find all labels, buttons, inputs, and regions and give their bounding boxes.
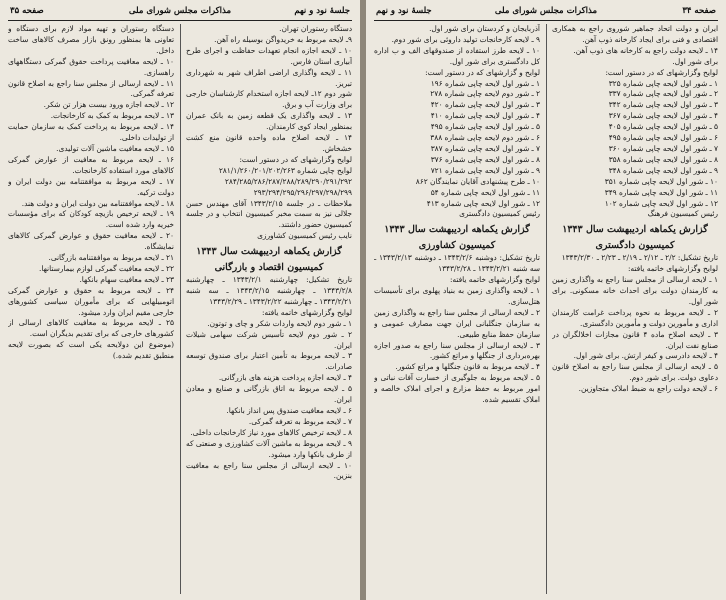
bill-list-item: لوایح چاپی شماره ۲۸۱/۱/۲۶۰/۲۰۱/۲۰۲/۲۶۳	[218, 165, 352, 175]
paragraph: رئیس کمیسیون فرهنگ	[647, 209, 718, 219]
paragraph: نایب رئیس کمیسیون کشاورزی	[257, 231, 352, 241]
paragraph: ۱۶ ـ لایحه مربوط به معافیت از عوارض گمرکی کالاهای مورد استفاده کارخانجات.	[8, 154, 174, 175]
running-header	[374, 4, 718, 21]
paragraph: ۴ ـ لایحه دادرسی و کیفر ارتش. برای شور اول.	[573, 351, 718, 361]
section-heading: کمیسیون کشاورزی	[418, 240, 496, 252]
section-heading: کمیسیون دادگستری	[595, 240, 675, 252]
page-number: صفحه ۳۵	[10, 6, 44, 16]
paragraph: تاریخ تشکیل: دوشنبه ۱۳۴۳/۲/۶ ـ دوشنبه ۱۳۴۳/۲/۱۳ ـ سه شنبه ۱۳۴۳/۲/۲۱ ـ ۱۳۴۳/۲/۲۸	[374, 253, 540, 274]
paragraph: ۲۰ ـ لایحه معافیت حقوق و عوارض گمرکی کالاهای نمایشگاه.	[8, 231, 174, 252]
section-heading: کمیسیون اقتصاد و بازرگانی	[214, 262, 324, 274]
bill-list-item: ۶ ـ شور دوم لایحه چاپی شماره ۳۸۸	[430, 133, 540, 143]
session-label: جلسهٔ نود و نهم	[376, 6, 432, 16]
bill-list-item: ۱۰ ـ طرح پیشنهادی آقایان نمایندگان ۸۶۲	[415, 176, 540, 186]
paragraph: ۱۵ ـ لایحه معافیت ماشین آلات تولیدی.	[56, 143, 174, 153]
paragraph: شور دوم ۱۲ـ لایحه اجازه استخدام کارشناسان خارجی برای وزارت آب و برق.	[186, 89, 352, 110]
bill-list-item: ۹ ـ شور اول لایحه چاپی شماره ۷۲۱	[430, 165, 540, 175]
session-label: جلسهٔ نود و نهم	[294, 6, 350, 16]
bill-list-item: ۸ ـ شور اول لایحه چاپی شماره ۳۵۸	[608, 154, 718, 164]
journal-title: مذاکرات مجلس شورای ملی	[128, 6, 232, 16]
paragraph: ۷ ـ لایحه مربوط به تعرفه گمرکی.	[248, 416, 352, 426]
bill-list-item: ۹ ـ شور اول لایحه چاپی شماره ۳۴۸	[608, 165, 718, 175]
paragraph: ۵ ـ لایحه مربوط به جلوگیری از خسارت آفات نباتی و امور مربوط به حفظ مزارع و اجرای املاک خالصه و املاک تقسیم شده.	[374, 373, 540, 405]
journal-title: مذاکرات مجلس شورای ملی	[494, 6, 598, 16]
paragraph: لوایح وگزارشهای خاتمه یافته:	[627, 264, 718, 274]
paragraph: ایران و دولت اتحاد جماهیر شوروی راجع به همکاری اقتصادی و فنی برای ایجاد کارخانه ذوب آهن.	[552, 24, 718, 44]
paragraph: ۱۸ ـ لایحه موافقتنامه بین دولت ایران و دولت هند.	[21, 198, 174, 208]
bill-list-item: ۳ ـ شور اول لایحه چاپی شماره ۳۴۲	[608, 100, 718, 110]
paragraph: ۲۲ ـ لایحه معافیت گمرکی لوازم بیمارستانها.	[39, 263, 174, 273]
paragraph: تاریخ تشکیل: ۲/۲ ـ ۲/۱۲ ـ ۲/۱۹ ـ ۲/۲۳ ـ ۱۳۴۳/۲/۳۰	[561, 253, 718, 263]
paragraph: ۹ ـ لایحه کارخانجات تولید داروئی برای شور دوم.	[391, 34, 540, 44]
paragraph: ۱ ـ لایحه واگذاری زمین به بنیاد پهلوی برای تأسیسات هتل‌سازی.	[374, 286, 540, 306]
bill-list-item: ۲۹۳/۲۹۴/۲۹۵/۲۹۶/۲۹۷/۲۹۸/۲۹۹	[253, 187, 352, 197]
bill-list-item: ۲ ـ شور دوم لایحه چاپی شماره ۲۷۸	[430, 89, 540, 99]
paragraph: ۳ ـ لایحه اصلاح ماده ۴ قانون مجازات اخلالگران در صنایع نفت ایران.	[552, 329, 718, 350]
paragraph: ملاحظات ـ در جلسه ۱۳۴۳/۲/۱۵ آقای مهندس حسن جلالی نیز به سمت مخبر کمیسیون انتخاب و در جلسه کمیسیون حضور داشتند.	[186, 198, 352, 230]
paragraph: ۱۰ ـ لایحه ارسالی از مجلس سنا راجع به معافیت بنزین.	[186, 460, 352, 481]
page-34	[366, 0, 726, 600]
page-35	[0, 0, 360, 600]
paragraph: ۱۲ ـ لایحه اجازه ورود بیست هزار تن شکر.	[43, 100, 174, 110]
paragraph: تاریخ تشکیل: چهارشنبه ۱۳۴۳/۲/۱ ـ چهارشنبه ۱۳۴۳/۲/۸ ـ چهارشنبه ۱۳۴۳/۲/۱۵ ـ سه شنبه ۱۳۴۳/۲/۲۱ ـ چهارشنبه ۱۳۴۳/۲/۲۲ ـ ۱۳۴۳/۲/۲۹	[186, 275, 352, 306]
bill-list-item: ۱۰ ـ شور اول لایحه چاپی شماره ۳۵۱	[604, 176, 718, 186]
paragraph: ۱۰ ـ لایحه طرز استفاده از صندوقهای الف و ب اداره کل دادگستری برای شور اول.	[374, 45, 540, 66]
bill-list-item: ۸ ـ شور اول لایحه چاپی شماره ۳۷۶	[430, 154, 540, 164]
paragraph: ۱ ـ لایحه ارسالی از مجلس سنا راجع به واگذاری زمین به کارمندان دولت برای احداث خانه مسکونی. برای شور اول.	[552, 275, 718, 306]
bill-list-item: ۴ ـ شور اول لایحه چاپی شماره ۴۱۰	[430, 111, 540, 121]
paragraph: (موضوع این دولایحه یکی است که بصورت لایحه منطبق تقدیم شده.)	[8, 340, 174, 361]
bill-list-item: ۱ ـ شور اول لایحه چاپی شماره ۱۹۶	[430, 78, 540, 88]
paragraph: ۳ ـ لایحه مربوط به تأمین اعتبار برای صندوق توسعه صادرات.	[186, 351, 352, 372]
paragraph: ۴ ـ لایحه اجازه پرداخت هزینه های بازرگانی.	[218, 373, 352, 383]
paragraph: ۱۰ ـ لایحه معافیت پرداخت حقوق گمرکی دستگاههای راهسازی.	[8, 56, 174, 77]
paragraph: ۱۴ ـ لایحه مربوط به پرداخت کمک به سازمان حمایت از تولیدات داخلی.	[8, 122, 174, 143]
paragraph: لوایح وگزارشهای خاتمه یافته:	[261, 307, 352, 317]
paragraph: ۲۵ ـ لایحه مربوط به معافیت کالاهای ارسالی از کشورهای خارجی که برای تقدیم بدیگران است.	[8, 318, 174, 339]
bill-list-item: ۳ ـ شور اول لایحه چاپی شماره ۴۲۰	[430, 100, 540, 110]
bill-list-item: ۵ ـ شور اول لایحه چاپی شماره ۴۹۵	[430, 122, 540, 132]
paragraph: آذربایجان و کردستان برای شور اول.	[429, 24, 540, 33]
paragraph: ۵ ـ لایحه ارسالی از مجلس سنا راجع به اصلاح قانون دعاوی دولت. برای شور دوم.	[552, 362, 718, 383]
page-number: صفحه ۳۴	[682, 6, 716, 16]
bill-list-item: ۶ ـ شور اول لایحه چاپی شماره ۴۹۵	[608, 133, 718, 143]
paragraph: ۱۱ ـ لایحه واگذاری اراضی اطراف شهر به شهرداری تبریز.	[186, 67, 352, 88]
column-divider	[546, 24, 547, 594]
paragraph: ۲۳ ـ لایحه معافیت سهام بانکها.	[79, 274, 174, 284]
text-column	[374, 24, 540, 594]
paragraph: ۲۱ ـ لایحه مربوط به موافقتنامه بازرگانی.	[48, 253, 174, 263]
paragraph: ۱۹ ـ لایحه ترخیص بازیچه کودکان که برای مؤسسات خیریه وارد شده است.	[8, 209, 174, 230]
paragraph: دستگاه رستوران و تهیه مواد لازم برای دستگاه و تعاونی ها بمنظور رونق بازار مصرف کالاهای ساخت داخل.	[8, 24, 174, 55]
paragraph: ۳ ـ لایحه ارسالی از مجلس سنا راجع به صدور اجازه بهره‌برداری از جنگلها و مراتع کشور.	[374, 340, 540, 361]
paragraph: ۲۴ ـ لایحه مربوط به حقوق و عوارض گمرکی اتومبیلهایی که برای مأموران سیاسی کشورهای خارجی مقیم ایران وارد میشود.	[8, 285, 174, 317]
paragraph: ۴ ـ لایحه مربوط به قانون جنگلها و مراتع کشور.	[395, 362, 540, 372]
running-header	[8, 4, 352, 21]
section-heading: گزارش یکماهه اردیبهشت سال ۱۳۴۳	[562, 224, 708, 236]
paragraph: ۵ ـ لایحه مربوط به اتاق بازرگانی و صنایع و معادن ایران.	[186, 384, 352, 405]
paragraph: ۱۰ ـ لایحه اجازه انجام تعهدات حفاظت و اجرای طرح آبیاری استان فارس.	[186, 45, 352, 66]
paragraph: ۶ ـ لایحه دولت راجع به ضبط املاک متجاوزین.	[578, 384, 718, 394]
paragraph: ۹ ـ لایحه مربوط به ماشین آلات کشاورزی و صنعتی که از طرف بانکها وارد میشود.	[186, 438, 352, 459]
bill-list-item: ۱۲ ـ شور اول لایحه چاپی شماره ۱۰۲	[604, 198, 718, 208]
paragraph: ۱۱ ـ لایحه ارسالی از مجلس سنا راجع به اصلاح قانون تعرفه گمرکی.	[8, 78, 174, 99]
paragraph: ۹ـ لایحه مربوط به خریدواگن بوسیله راه آهن.	[214, 34, 352, 44]
paragraph: ۲ ـ شور دوم لایحه تأسیس شرکت سهامی شیلات ایران.	[186, 329, 352, 350]
paragraph: لوایح وگزارشهای خاتمه یافته:	[449, 275, 540, 285]
paragraph: رئیس کمیسیون دادگستری	[459, 209, 540, 219]
paragraph: ۱۷ ـ لایحه مربوط به موافقتنامه بین دولت ایران و دولت ترکیه.	[8, 176, 174, 197]
paragraph: ۱۳ ـ لایحه مربوط به کمک به کارخانجات.	[50, 111, 174, 121]
paragraph: ۱۳ ـ لایحه واگذاری یک قطعه زمین به بانک عمران بمنظور ایجاد کوی کارمندان.	[186, 111, 352, 132]
paragraph: ۱۴ ـ لایحه اصلاح ماده واحده قانون منع کشت خشخاش.	[186, 133, 352, 153]
section-heading: گزارش یکماهه اردیبهشت سال ۱۳۴۳	[384, 224, 530, 236]
paragraph: لوایح وگزارشهای که در دستور است:	[239, 154, 352, 164]
text-column	[186, 24, 352, 594]
paragraph: ۸ ـ لایحه ترخیص کالاهای مورد نیاز کارخانجات داخلی.	[190, 427, 352, 437]
text-column	[8, 24, 174, 594]
bill-list-item: ۷ ـ شور اول لایحه چاپی شماره ۳۶۰	[608, 143, 718, 153]
text-column	[552, 24, 718, 594]
bill-list-item: ۷ ـ شور اول لایحه چاپی شماره ۳۸۷	[430, 143, 540, 153]
bill-list-item: ۱ ـ شور اول لایحه چاپی شماره ۳۲۵	[608, 78, 718, 88]
paragraph: ۲ ـ لایحه مربوط به نحوه پرداخت غرامت کارمندان اداری و مأمورین دولت و مأمورین دادگستری.	[552, 307, 718, 328]
column-divider	[180, 24, 181, 594]
bill-list-item: ۱۱ ـ شور اول لایحه چاپی شماره ۵۴	[430, 187, 540, 197]
paragraph: لوایح وگزارشهای که در دستور است:	[605, 67, 718, 77]
paragraph: برای شور اول.	[672, 56, 718, 66]
bill-list-item: ۱۱ ـ شور اول لایحه چاپی شماره ۳۴۹	[604, 187, 718, 197]
paragraph: لوایح و گزارشهای که در دستور است:	[425, 67, 540, 77]
bill-list-item: ۴ ـ شور اول لایحه چاپی شماره ۳۶۷	[608, 111, 718, 121]
bill-list-item: ۲۸۴/۲۸۵/۲۸۶/۲۸۷/۲۸۸/۲۸۹/۲۹۰/۲۹۱/۲۹۲	[224, 176, 352, 186]
paragraph: ۲ ـ لایحه ارسالی از مجلس سنا راجع به واگذاری زمین به سازمان جنگلبانی ایران جهت مصارف عمومی و سازمان حفظ منابع طبیعی.	[374, 307, 540, 339]
paragraph: ۶ ـ لایحه معافیت صندوق پس انداز بانکها.	[226, 406, 352, 415]
bill-list-item: ۱۲ ـ شور اول لایحه چاپی شماره ۴۱۳	[426, 198, 540, 208]
bill-list-item: ۲ ـ شور اول لایحه چاپی شماره ۳۳۷	[608, 89, 718, 99]
paragraph: ۱۴ ـ لایحه دولت راجع به کارخانه های ذوب آهن.	[573, 45, 718, 55]
section-heading: گزارش یکماهه اردیبهشت سال ۱۳۴۳	[196, 246, 342, 258]
paragraph: ۱ ـ شور دوم لایحه واردات شکر و چای و توتون.	[207, 318, 352, 328]
bill-list-item: ۵ ـ شور اول لایحه چاپی شماره ۴۰۵	[608, 122, 718, 132]
paragraph: دستگاه رستوران تهران.	[279, 24, 352, 33]
